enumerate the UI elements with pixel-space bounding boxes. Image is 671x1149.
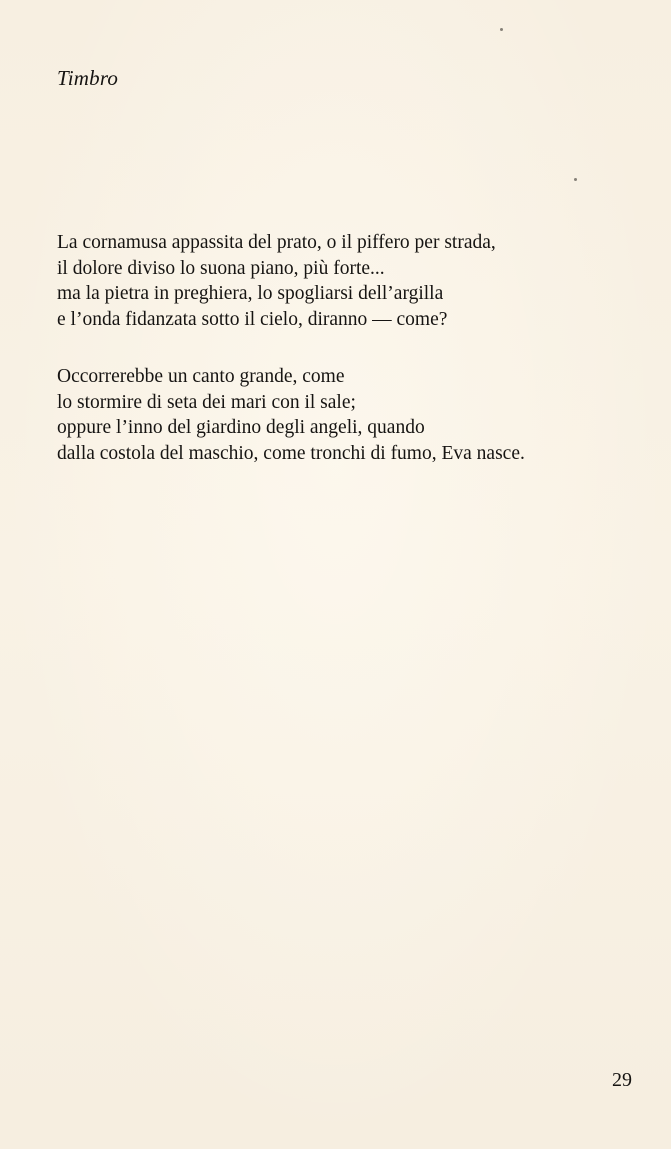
page-number: 29 [612,1069,632,1091]
poem-line: ma la pietra in preghiera, lo spogliarsi dell’argilla [57,283,444,304]
poem-line: e l’onda fidanzata sotto il cielo, diranno — come? [57,308,448,330]
poem-title: Timbro [57,66,119,90]
poem-line: il dolore diviso lo suona piano, più forte... [57,257,385,279]
poem-line: oppure l’inno del giardino degli angeli, quando [57,417,425,438]
stanza-2 [57,364,525,466]
paper-speck [574,178,577,181]
stanza-1 [57,230,496,332]
poem-line: Occorrerebbe un canto grande, come [57,366,345,387]
poem-line: lo stormire di seta dei mari con il sale; [57,391,356,413]
paper-speck [500,28,503,31]
poem-line: dalla costola del maschio, come tronchi di fumo, Eva nasce. [57,442,525,464]
poem-line: La cornamusa appassita del prato, o il piffero per strada, [57,232,496,253]
